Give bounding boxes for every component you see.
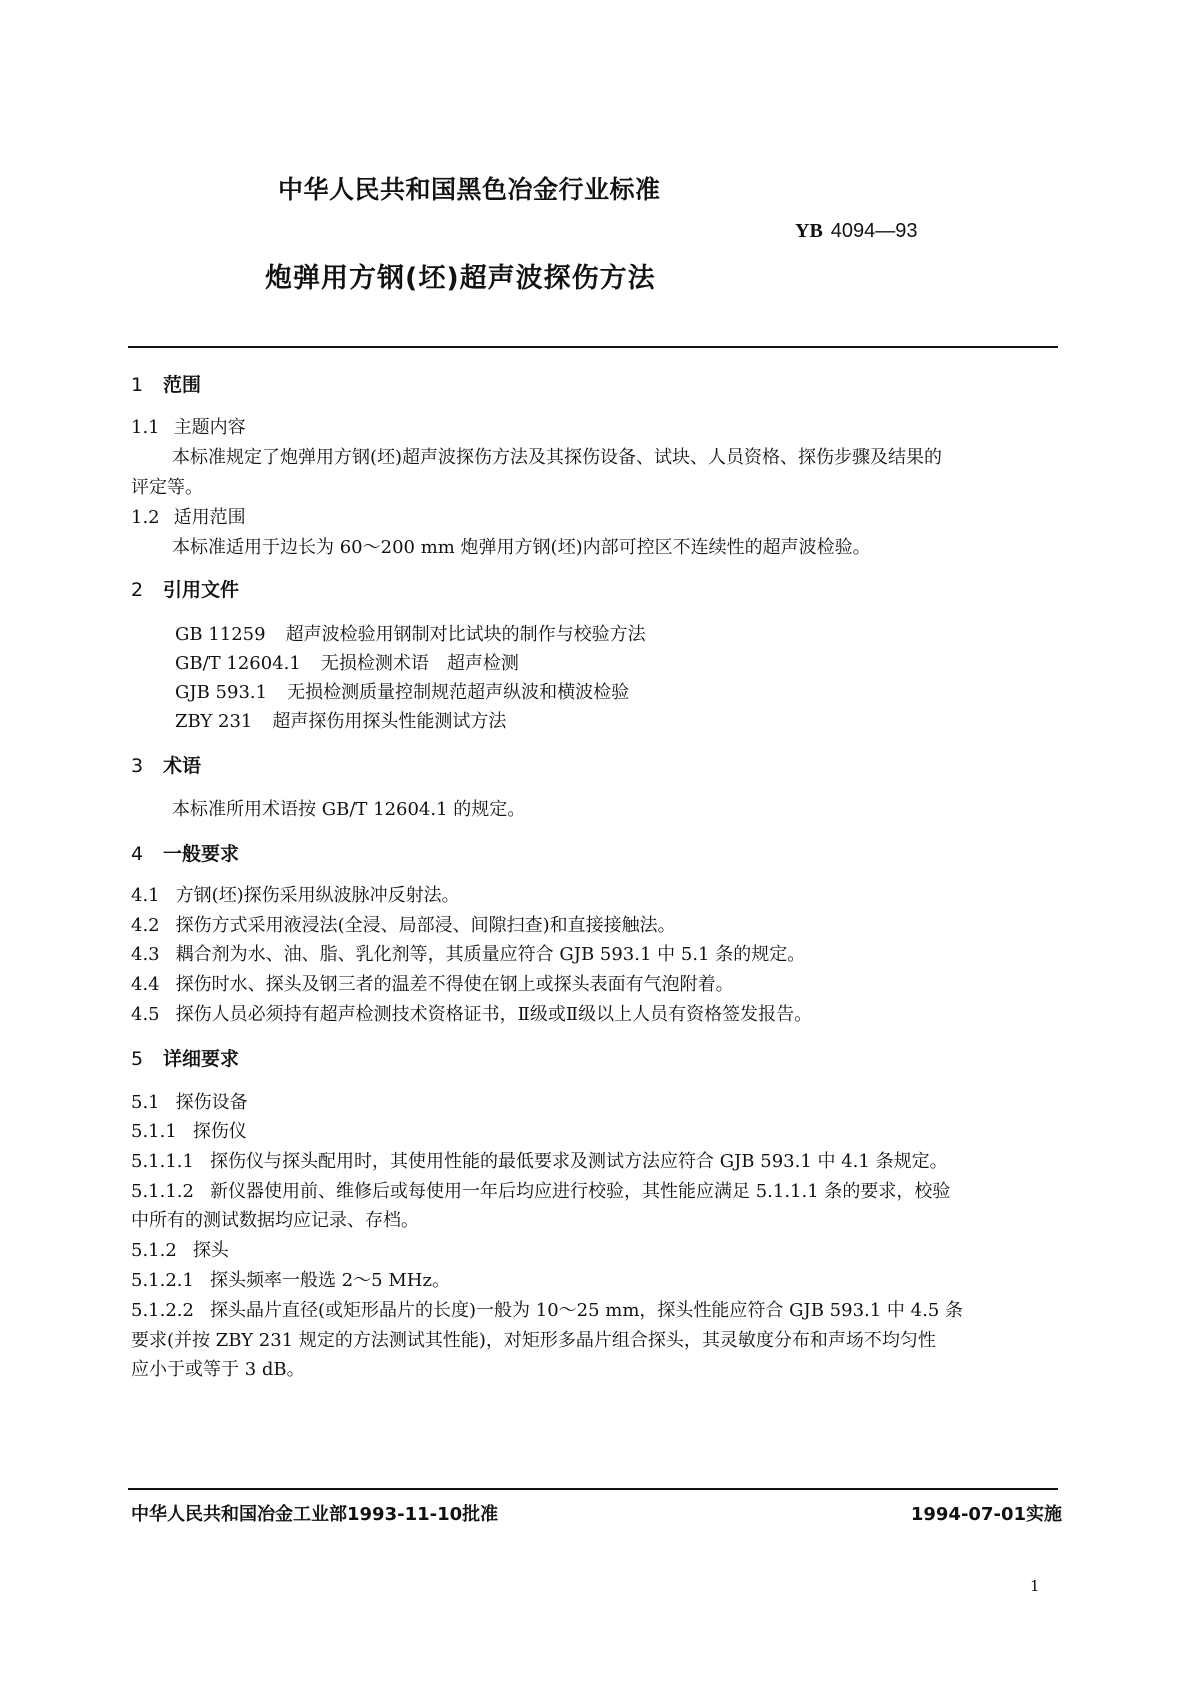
reference-title: 无损检测质量控制规范超声纵波和横波检验 — [287, 682, 630, 703]
page-number: 1 — [1030, 1577, 1040, 1595]
section-number: 1 — [131, 374, 144, 396]
section-3-text: 本标准所用术语按 GB/T 12604.1 的规定。 — [172, 799, 526, 820]
clause-item — [131, 1000, 812, 1026]
clause-text: 探头频率一般选 2～5 MHz。 — [209, 1270, 450, 1291]
clause-number: 4.3 — [131, 944, 160, 965]
clause-number: 5.1.1 — [131, 1121, 177, 1142]
reference-item — [175, 620, 646, 646]
section-number: 2 — [131, 579, 144, 601]
clause-item — [131, 1088, 248, 1114]
section-title: 详细要求 — [163, 1048, 240, 1070]
clause-text: 中所有的测试数据均应记录、存档。 — [131, 1210, 419, 1231]
section-title: 一般要求 — [163, 843, 240, 865]
clause-number: 5.1.2.1 — [131, 1270, 194, 1291]
reference-item — [175, 649, 519, 675]
clause-number: 5.1 — [131, 1092, 160, 1113]
clause-item — [131, 881, 460, 907]
clause-1-1-text-line-1: 本标准规定了炮弹用方钢(坯)超声波探伤方法及其探伤设备、试块、人员资格、探伤步骤及结果的 — [172, 447, 943, 468]
clause-number: 4.1 — [131, 885, 160, 906]
clause-item — [131, 911, 676, 937]
clause-number: 4.2 — [131, 915, 160, 936]
clause-1-1-text-line-2: 评定等。 — [131, 477, 203, 498]
clause-text: 探头 — [192, 1240, 229, 1261]
clause-text: 新仪器使用前、维修后或每使用一年后均应进行校验，其性能应满足 5.1.1.1 条的要求，校验 — [209, 1181, 951, 1202]
reference-code: GB 11259 — [175, 624, 266, 645]
section-3-heading — [131, 751, 201, 778]
clause-text-continuation — [131, 1206, 419, 1232]
clause-title: 适用范围 — [173, 507, 246, 528]
clause-number: 5.1.2 — [131, 1240, 177, 1261]
clause-text: 探伤设备 — [175, 1092, 248, 1113]
clause-text: 探伤方式采用液浸法(全浸、局部浸、间隙扫查)和直接接触法。 — [175, 915, 676, 936]
reference-item — [175, 707, 506, 733]
clause-number: 4.4 — [131, 974, 160, 995]
section-2-heading — [131, 575, 239, 602]
clause-number: 1.1 — [131, 417, 160, 438]
clause-number: 1.2 — [131, 507, 160, 528]
section-number: 5 — [131, 1048, 144, 1070]
section-4-heading — [131, 839, 239, 866]
clause-text: 应小于或等于 3 dB。 — [131, 1359, 305, 1380]
clause-1-2-text: 本标准适用于边长为 60～200 mm 炮弹用方钢(坯)内部可控区不连续性的超声波检验。 — [172, 537, 871, 558]
implementation-date: 1994-07-01实施 — [910, 1504, 1062, 1525]
clause-text: 探伤仪 — [192, 1121, 247, 1142]
reference-title: 超声波检验用钢制对比试块的制作与校验方法 — [285, 624, 646, 645]
clause-text: 耦合剂为水、油、脂、乳化剂等，其质量应符合 GJB 593.1 中 5.1 条的规定。 — [175, 944, 806, 965]
clause-text: 要求(并按 ZBY 231 规定的方法测试其性能)，对矩形多晶片组合探头，其灵敏度分布和声场不均匀性 — [131, 1330, 936, 1351]
reference-code: GJB 593.1 — [175, 682, 268, 703]
clause-item — [131, 940, 805, 966]
document-title: 炮弹用方钢(坯)超声波探伤方法 — [265, 263, 656, 294]
section-number: 4 — [131, 843, 144, 865]
reference-code: GB/T 12604.1 — [175, 653, 301, 674]
section-title: 范围 — [163, 374, 202, 396]
clause-text: 探伤时水、探头及钢三者的温差不得使在钢上或探头表面有气泡附着。 — [175, 974, 734, 995]
clause-1-2-heading — [131, 503, 246, 529]
clause-item — [131, 1177, 950, 1203]
header-divider — [128, 346, 1058, 348]
clause-item — [131, 1236, 229, 1262]
clause-text-continuation — [131, 1355, 305, 1381]
standard-code: 4094—93 — [830, 220, 918, 242]
org-title: 中华人民共和国黑色冶金行业标准 — [278, 175, 661, 204]
standard-number — [795, 220, 918, 243]
reference-item — [175, 678, 629, 704]
clause-item — [131, 1266, 450, 1292]
footer-divider — [128, 1488, 1058, 1490]
section-1-heading — [131, 370, 201, 397]
clause-item — [131, 1296, 963, 1322]
clause-text: 探伤仪与探头配用时，其使用性能的最低要求及测试方法应符合 GJB 593.1 中 4.1 条规定。 — [209, 1151, 948, 1172]
clause-text-continuation — [131, 1326, 936, 1352]
clause-text: 方钢(坯)探伤采用纵波脉冲反射法。 — [175, 885, 460, 906]
clause-number: 4.5 — [131, 1004, 160, 1025]
clause-item — [131, 970, 734, 996]
clause-item — [131, 1117, 247, 1143]
clause-title: 主题内容 — [173, 417, 246, 438]
section-title: 术语 — [163, 755, 202, 777]
section-number: 3 — [131, 755, 144, 777]
standard-prefix: YB — [795, 220, 823, 242]
reference-title: 超声探伤用探头性能测试方法 — [272, 711, 507, 732]
clause-text: 探伤人员必须持有超声检测技术资格证书，Ⅱ级或Ⅱ级以上人员有资格签发报告。 — [175, 1004, 813, 1025]
clause-text: 探头晶片直径(或矩形晶片的长度)一般为 10～25 mm，探头性能应符合 GJB 593.1 中 4.5 条 — [209, 1300, 964, 1321]
section-title: 引用文件 — [163, 579, 240, 601]
clause-item — [131, 1147, 948, 1173]
approval-statement: 中华人民共和国冶金工业部1993-11-10批准 — [131, 1504, 499, 1525]
clause-1-1-heading — [131, 413, 246, 439]
reference-title: 无损检测术语 超声检测 — [320, 653, 519, 674]
clause-number: 5.1.1.2 — [131, 1181, 194, 1202]
clause-number: 5.1.2.2 — [131, 1300, 194, 1321]
clause-number: 5.1.1.1 — [131, 1151, 194, 1172]
reference-code: ZBY 231 — [175, 711, 253, 732]
section-5-heading — [131, 1044, 239, 1071]
